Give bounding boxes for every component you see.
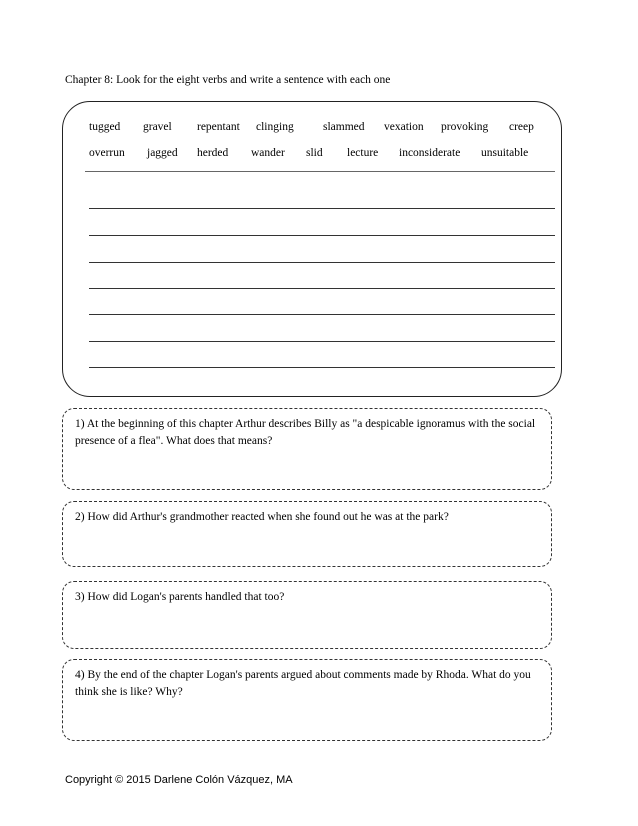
word-bank-word: slid: [306, 147, 323, 159]
word-bank-word: tugged: [89, 121, 121, 133]
word-bank-word: vexation: [384, 121, 424, 133]
question-box-4[interactable]: [62, 659, 552, 741]
writing-line[interactable]: [89, 208, 555, 209]
word-bank-word: creep: [509, 121, 534, 133]
word-bank-word: gravel: [143, 121, 172, 133]
question-box-1[interactable]: [62, 408, 552, 490]
question-text: 1) At the beginning of this chapter Arthur describes Billy as "a despicable ignoramus with the social presence of a flea". What does that means?: [75, 418, 536, 447]
writing-line[interactable]: [89, 314, 555, 315]
question-text: 2) How did Arthur's grandmother reacted when she found out he was at the park?: [75, 511, 449, 523]
word-bank-word: slammed: [323, 121, 365, 133]
writing-line[interactable]: [89, 235, 555, 236]
writing-line[interactable]: [89, 262, 555, 263]
word-bank-box: [62, 101, 562, 397]
word-bank-word: lecture: [347, 147, 379, 159]
word-bank-word: provoking: [441, 121, 489, 133]
question-box-3[interactable]: [62, 581, 552, 649]
question-box-2[interactable]: [62, 501, 552, 567]
word-bank-word: clinging: [256, 121, 294, 133]
word-bank-word: overrun: [89, 147, 125, 159]
question-text: 3) How did Logan's parents handled that too?: [75, 591, 285, 603]
word-bank-divider: [85, 171, 555, 172]
word-bank-word: inconsiderate: [399, 147, 461, 159]
word-bank-word: herded: [197, 147, 229, 159]
word-bank-word: jagged: [147, 147, 178, 159]
copyright-footer: Copyright © 2015 Darlene Colón Vázquez, MA: [65, 774, 293, 786]
word-bank-word: wander: [251, 147, 285, 159]
writing-line[interactable]: [89, 341, 555, 342]
instruction-heading: Chapter 8: Look for the eight verbs and write a sentence with each one: [65, 74, 391, 86]
writing-line[interactable]: [89, 367, 555, 368]
word-bank-word: unsuitable: [481, 147, 529, 159]
question-text: 4) By the end of the chapter Logan's parents argued about comments made by Rhoda. What do you think she is like? Why?: [75, 669, 531, 698]
writing-line[interactable]: [89, 288, 555, 289]
word-bank-word: repentant: [197, 121, 240, 133]
